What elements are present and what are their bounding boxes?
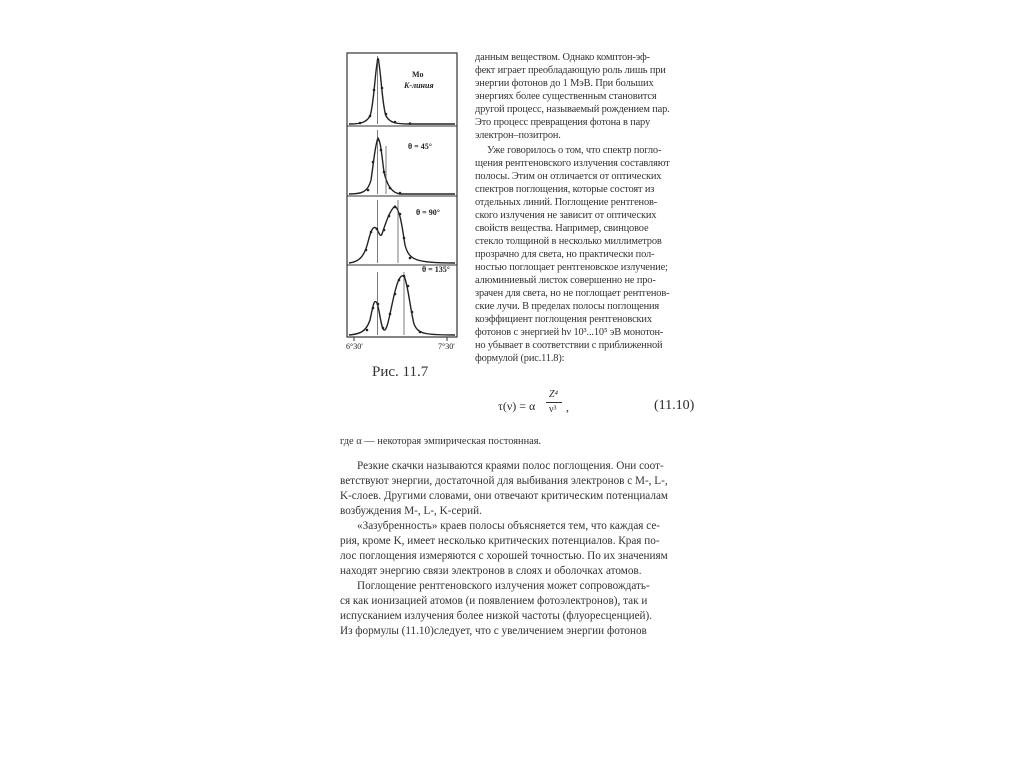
text-line: щения рентгеновского излучения составляют <box>475 158 670 169</box>
spectrum-curve-panel-1 <box>349 58 455 124</box>
text-line: возбуждения M-, L-, K-серий. <box>340 505 482 517</box>
text-line: ского излучения не зависит от оптических <box>475 210 657 221</box>
text-line: испусканием излучения более низкой частоты (флуоресценцией). <box>340 610 653 622</box>
x-tick-left: 6°30' <box>346 342 363 351</box>
panel-2-angle-label: θ = 45° <box>408 142 432 151</box>
text-line: ские лучи. В пределах полосы поглощения <box>475 301 660 312</box>
text-line: другой процесс, называемый рождением пар. <box>475 104 670 115</box>
formula-lhs: τ(ν) = α <box>498 399 536 413</box>
text-line: ностью поглощает рентгеновское излучение; <box>475 262 668 273</box>
text-line: фотонов с энергией hν 10³...10⁵ эВ монотон- <box>475 327 664 338</box>
text-line: Уже говорилось о том, что спектр погло- <box>487 145 662 156</box>
text-line: фект играет преобладающую роль лишь при <box>475 65 666 76</box>
text-line: Поглощение рентгеновского излучения может сопровождать- <box>357 580 650 592</box>
formula-denominator: ν³ <box>549 404 557 415</box>
figure-11-7 <box>340 50 465 390</box>
text-line: K-слоев. Другими словами, они отвечают критическим потенциалам <box>340 490 668 502</box>
text-line: Резкие скачки называются краями полос поглощения. Они соот- <box>357 460 664 472</box>
spectrum-curve-panel-4 <box>349 276 455 335</box>
panel-4-angle-label: θ = 135° <box>422 265 450 274</box>
text-line: «Зазубренность» краев полосы объясняется тем, что каждая се- <box>357 520 661 532</box>
text-line: электрон–позитрон. <box>475 130 561 141</box>
spectrum-curve-panel-2 <box>349 138 455 194</box>
figure-caption: Рис. 11.7 <box>372 364 429 380</box>
absorption-spectra-plot <box>340 50 465 360</box>
text-line: энергиях более существенным становится <box>475 91 657 102</box>
text-line: Это процесс превращения фотона в пару <box>475 117 650 128</box>
text-line: коэффициент поглощения рентгеновских <box>475 314 652 325</box>
text-line: лос поглощения измеряются с хорошей точностью. По их значениям <box>340 550 668 562</box>
formula-note: где α — некоторая эмпирическая постоянная. <box>340 436 542 447</box>
fraction-bar <box>546 402 562 403</box>
text-line: рия, кроме K, имеет несколько критических потенциалов. Края по- <box>340 535 660 547</box>
text-line: данным веществом. Однако комптон-эф- <box>475 52 650 63</box>
formula-comma: , <box>566 400 569 414</box>
formula-numerator: Z⁴ <box>549 389 559 400</box>
panel-1-label-line: K-линия <box>404 81 434 90</box>
text-line: энергии фотонов до 1 МэВ. При больших <box>475 78 654 89</box>
text-line: алюминиевый листок совершенно не про- <box>475 275 656 286</box>
text-line: отдельных линий. Поглощение рентгенов- <box>475 197 658 208</box>
text-line: но убывает в соответствии с приближенной <box>475 340 663 351</box>
text-line: свойств вещества. Например, свинцовое <box>475 223 649 234</box>
x-tick-right: 7°30' <box>438 342 455 351</box>
formula-number: (11.10) <box>654 398 695 413</box>
text-line: спектров поглощения, которые состоят из <box>475 184 655 195</box>
text-line: полосы. Этим он отличается от оптических <box>475 171 662 182</box>
text-line: зрачен для света, но не поглощает рентгенов- <box>475 288 670 299</box>
text-line: ветствуют энергии, достаточной для выбивания электронов с M-, L-, <box>340 475 668 487</box>
text-line: формулой (рис.11.8): <box>475 353 565 364</box>
text-line: находят энергию связи электронов в слоях и оболочках атомов. <box>340 565 642 577</box>
panel-3-angle-label: θ = 90° <box>416 208 440 217</box>
text-line: Из формулы (11.10)следует, что с увеличением энергии фотонов <box>340 625 647 637</box>
panel-1-label-element: Mo <box>412 70 424 79</box>
text-line: стекло толщиной в несколько миллиметров <box>475 236 662 247</box>
text-line: прозрачно для света, но практически пол- <box>475 249 655 260</box>
text-line: ся как ионизацией атомов (и появлением фотоэлектронов), так и <box>340 595 648 607</box>
